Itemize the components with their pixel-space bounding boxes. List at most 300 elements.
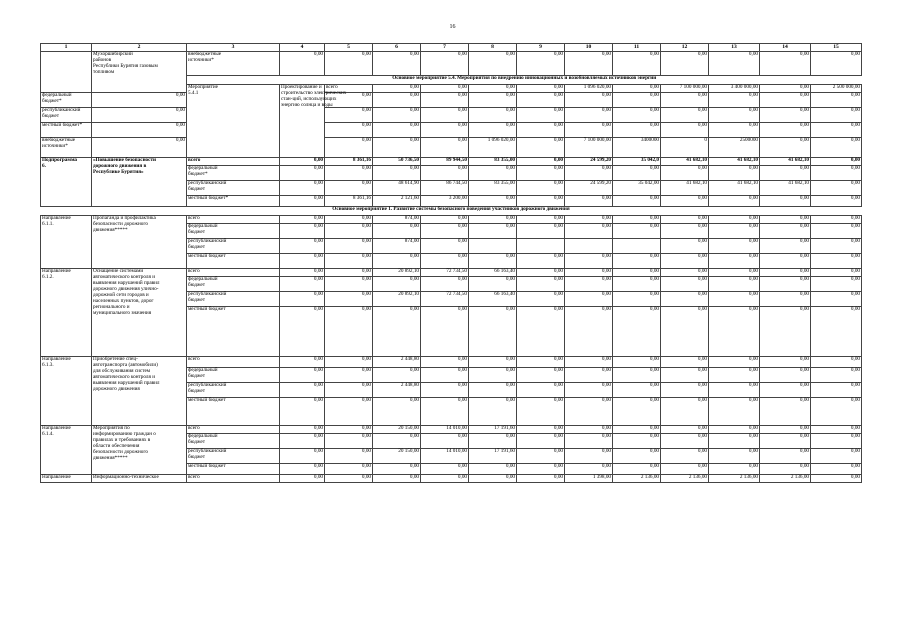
amount-cell: 0,00 — [517, 398, 565, 426]
amount-cell: 0,00 — [661, 224, 709, 239]
amount-cell: 0,00 — [280, 464, 325, 475]
column-number: 4 — [280, 44, 325, 52]
amount-cell: 874,00 — [373, 216, 421, 224]
amount-cell: 0,00 — [469, 93, 517, 108]
amount-cell: 0,00 — [811, 52, 862, 76]
amount-cell: 0,00 — [709, 239, 760, 254]
amount-cell: 0,00 — [373, 254, 421, 269]
amount-cell: 0,00 — [280, 269, 325, 277]
amount-cell: 0,00 — [613, 85, 661, 93]
amount-cell: 0,00 — [517, 52, 565, 76]
amount-cell: 0,00 — [325, 368, 373, 383]
amount-cell: 0,00 — [421, 475, 469, 483]
amount-cell: 0,00 — [325, 398, 373, 426]
amount-cell: 0,00 — [517, 158, 565, 166]
program-code: Направление — [41, 475, 92, 483]
amount-cell: 0,00 — [469, 85, 517, 93]
amount-cell — [565, 239, 613, 254]
amount-cell: 0,00 — [760, 239, 811, 254]
amount-cell: 0,00 — [760, 434, 811, 449]
amount-cell: 35 042,0 — [613, 158, 661, 166]
amount-cell: 0,00 — [565, 108, 613, 123]
amount-cell: 0,00 — [760, 166, 811, 181]
amount-cell: 0,00 — [709, 357, 760, 368]
measure-name: Мероприятия по информированию граждан о правилах и требованиях в области обеспечения безопасности дорожного движения***** — [92, 426, 187, 475]
amount-cell: 41 682,10 — [760, 158, 811, 166]
amount-cell: 0,00 — [565, 292, 613, 307]
section-heading: Основное мероприятие 5.4. Мероприятия по внедрению инновационных и возобновляемых источников энергии — [187, 76, 862, 85]
amount-cell: 0 — [661, 138, 709, 158]
amount-cell: 0,00 — [760, 108, 811, 123]
amount-cell: 2 448,80 — [373, 383, 421, 398]
funding-source: внебюджетные источники* — [41, 138, 92, 158]
amount-cell: 72 734,50 — [421, 269, 469, 277]
column-number: 13 — [709, 44, 760, 52]
measure-name: Приобретение спец- автотранспорта (автомобили) для обслуживания систем автоматического контроля и выявления нарушений правил дорожного движения — [92, 357, 187, 426]
amount-cell: 0,00 — [661, 383, 709, 398]
amount-cell: 0,00 — [469, 108, 517, 123]
amount-cell: 0,00 — [517, 166, 565, 181]
amount-cell: 0,00 — [517, 181, 565, 196]
amount-cell: 0,00 — [280, 166, 325, 181]
amount-cell: 0,00 — [760, 398, 811, 426]
amount-cell: 0,00 — [661, 357, 709, 368]
amount-cell: 0,00 — [811, 475, 862, 483]
amount-cell: 0,00 — [709, 398, 760, 426]
amount-cell — [613, 239, 661, 254]
amount-cell: 0,00 — [421, 383, 469, 398]
table-row — [41, 123, 862, 138]
amount-cell: 0,00 — [760, 383, 811, 398]
amount-cell: 48 614,90 — [373, 181, 421, 196]
program-code: Направление 6.1.2. — [41, 269, 92, 357]
amount-cell: 0,00 — [325, 239, 373, 254]
amount-cell: 0,00 — [760, 224, 811, 239]
amount-cell: 0,00 — [811, 434, 862, 449]
amount-cell: 0,00 — [760, 52, 811, 76]
amount-cell: 0,00 — [421, 398, 469, 426]
amount-cell: 0,00 — [280, 52, 325, 76]
amount-cell: 0,00 — [760, 357, 811, 368]
funding-source: федеральный бюджет — [187, 368, 280, 383]
amount-cell: 20 150,00 — [373, 449, 421, 464]
amount-cell: 0,00 — [92, 138, 187, 158]
amount-cell: 0,00 — [811, 216, 862, 224]
amount-cell: 0,00 — [760, 464, 811, 475]
amount-cell: 0,00 — [325, 269, 373, 277]
funding-source: федеральный бюджет — [187, 277, 280, 292]
amount-cell: 0,00 — [811, 357, 862, 368]
amount-cell: 1 398,00 — [565, 475, 613, 483]
amount-cell: 0,00 — [421, 464, 469, 475]
amount-cell: 0,00 — [811, 277, 862, 292]
amount-cell: 0,00 — [613, 224, 661, 239]
amount-cell: 0,00 — [325, 292, 373, 307]
amount-cell: 0,00 — [325, 108, 373, 123]
amount-cell: 1 096 020,00 — [469, 138, 517, 158]
funding-source: республиканский бюджет — [187, 292, 280, 307]
amount-cell: 0,00 — [325, 166, 373, 181]
amount-cell: 0,00 — [565, 224, 613, 239]
amount-cell: 0,00 — [325, 449, 373, 464]
amount-cell: 0,00 — [565, 383, 613, 398]
amount-cell: 0,00 — [421, 224, 469, 239]
column-number: 15 — [811, 44, 862, 52]
amount-cell: 14 010,00 — [421, 449, 469, 464]
amount-cell: 41 682,10 — [760, 181, 811, 196]
amount-cell: 0,00 — [325, 475, 373, 483]
funding-source: федеральный бюджет — [187, 434, 280, 449]
amount-cell: 0,00 — [760, 449, 811, 464]
amount-cell: 0,00 — [517, 108, 565, 123]
measure-name: Информационно-техническое — [92, 475, 187, 483]
amount-cell: 2 500 000,00 — [811, 85, 862, 93]
amount-cell: 0,00 — [613, 368, 661, 383]
funding-source: федеральный бюджет — [187, 224, 280, 239]
program-code: Направление 6.1.1. — [41, 216, 92, 269]
amount-cell: 0,00 — [709, 196, 760, 207]
amount-cell: 0,00 — [613, 464, 661, 475]
funding-source: местный бюджет* — [187, 196, 280, 207]
amount-cell: 83 355,00 — [469, 158, 517, 166]
amount-cell: 0,00 — [280, 216, 325, 224]
amount-cell: 7 100 000,00 — [661, 85, 709, 93]
amount-cell: 0,00 — [613, 426, 661, 434]
amount-cell: 0,00 — [709, 224, 760, 239]
funding-source: внебюджетные источники* — [187, 52, 280, 76]
amount-cell: 83 355,00 — [469, 181, 517, 196]
amount-cell: 0,00 — [517, 269, 565, 277]
amount-cell: 0,00 — [760, 93, 811, 108]
amount-cell: 3 200,00 — [421, 196, 469, 207]
amount-cell: 0,00 — [280, 277, 325, 292]
amount-cell: 0,00 — [517, 224, 565, 239]
amount-cell: 0,00 — [517, 426, 565, 434]
amount-cell: 0,00 — [760, 292, 811, 307]
amount-cell: 0,00 — [280, 357, 325, 368]
amount-cell: 0,00 — [661, 398, 709, 426]
amount-cell — [517, 239, 565, 254]
column-number: 6 — [373, 44, 421, 52]
amount-cell: 66 163,40 — [469, 269, 517, 277]
amount-cell: 41 682,10 — [661, 181, 709, 196]
amount-cell: 0,00 — [565, 216, 613, 224]
amount-cell: 0,00 — [421, 239, 469, 254]
amount-cell: 0,00 — [661, 196, 709, 207]
amount-cell: 0,00 — [92, 123, 187, 138]
section-heading-row — [41, 207, 862, 216]
amount-cell: 0,00 — [373, 307, 421, 357]
column-number: 5 — [325, 44, 373, 52]
amount-cell: 0,00 — [280, 434, 325, 449]
budget-table — [40, 43, 862, 483]
amount-cell: 0,00 — [811, 166, 862, 181]
amount-cell: 0,00 — [325, 138, 373, 158]
program-code — [41, 52, 92, 93]
measure-name: Оснащение системами автоматического контроля и выявления нарушений правил дорожного движения улично- дорожной сети городов и населенных пунктов, дорог регионального и муниципального значения — [92, 269, 187, 357]
amount-cell: 0,00 — [811, 449, 862, 464]
amount-cell: 0,00 — [811, 368, 862, 383]
amount-cell: 0,00 — [613, 449, 661, 464]
amount-cell: 0,00 — [811, 196, 862, 207]
amount-cell: 0,00 — [421, 52, 469, 76]
amount-cell: 0,00 — [469, 434, 517, 449]
amount-cell: 0,00 — [280, 239, 325, 254]
amount-cell: 0,00 — [661, 292, 709, 307]
amount-cell: 0,00 — [325, 254, 373, 269]
amount-cell: 0,00 — [709, 123, 760, 138]
amount-cell: 0,00 — [373, 224, 421, 239]
amount-cell: 0,00 — [760, 368, 811, 383]
amount-cell: 0,00 — [613, 108, 661, 123]
amount-cell: 0,00 — [325, 307, 373, 357]
amount-cell: 0,00 — [469, 383, 517, 398]
amount-cell: 0,00 — [661, 426, 709, 434]
amount-cell: 89 944,50 — [421, 158, 469, 166]
amount-cell: 0,00 — [517, 383, 565, 398]
amount-cell: 0,00 — [421, 357, 469, 368]
funding-source: всего — [187, 475, 280, 483]
funding-source: местный бюджет — [187, 464, 280, 475]
funding-source: местный бюджет* — [41, 123, 92, 138]
amount-cell: 0,00 — [517, 434, 565, 449]
amount-cell: 0,00 — [517, 254, 565, 269]
amount-cell: 2 136,00 — [709, 475, 760, 483]
amount-cell: 17 191,60 — [469, 426, 517, 434]
program-code: Подпрограмма 6. — [41, 158, 92, 207]
amount-cell: 0,00 — [565, 277, 613, 292]
table-row — [41, 138, 862, 158]
amount-cell: 0,00 — [517, 277, 565, 292]
amount-cell: 0,00 — [280, 449, 325, 464]
funding-source: республиканский бюджет — [187, 239, 280, 254]
amount-cell: 24 599,20 — [565, 158, 613, 166]
amount-cell: 0,00 — [325, 216, 373, 224]
amount-cell: 2 136,00 — [661, 475, 709, 483]
amount-cell: 0,00 — [373, 464, 421, 475]
amount-cell: 0,00 — [760, 123, 811, 138]
amount-cell: 0,00 — [565, 434, 613, 449]
amount-cell: 2 448,80 — [373, 357, 421, 368]
amount-cell: 0,00 — [811, 269, 862, 277]
amount-cell: 0,00 — [709, 52, 760, 76]
funding-source: всего — [187, 426, 280, 434]
amount-cell: 0,00 — [373, 475, 421, 483]
amount-cell: 0,00 — [613, 277, 661, 292]
amount-cell: 0,00 — [661, 254, 709, 269]
amount-cell: 0,00 — [373, 368, 421, 383]
amount-cell: 0,00 — [517, 368, 565, 383]
amount-cell: 0,00 — [811, 254, 862, 269]
amount-cell: 20 150,00 — [373, 426, 421, 434]
amount-cell: 0,00 — [565, 52, 613, 76]
amount-cell: 0,00 — [811, 158, 862, 166]
amount-cell: 0,00 — [565, 307, 613, 357]
funding-source: местный бюджет — [187, 254, 280, 269]
amount-cell: 0,00 — [325, 434, 373, 449]
amount-cell: 0,00 — [709, 368, 760, 383]
amount-cell: 0,00 — [760, 196, 811, 207]
amount-cell: 0,00 — [760, 254, 811, 269]
amount-cell: 0,00 — [373, 166, 421, 181]
amount-cell: 0,00 — [760, 277, 811, 292]
amount-cell: 0,00 — [709, 108, 760, 123]
amount-cell: 0,00 — [280, 254, 325, 269]
amount-cell: 0,00 — [709, 216, 760, 224]
amount-cell: 0,00 — [811, 398, 862, 426]
amount-cell: 0,00 — [469, 464, 517, 475]
amount-cell: 0,00 — [280, 426, 325, 434]
program-code: Направление 6.1.4. — [41, 426, 92, 475]
amount-cell: 0,00 — [613, 357, 661, 368]
column-number: 11 — [613, 44, 661, 52]
amount-cell: 0,00 — [811, 138, 862, 158]
amount-cell: 0,00 — [811, 464, 862, 475]
measure-name: «Повышение безопасности дорожного движения в Республике Бурятия» — [92, 158, 187, 207]
amount-cell: 0,00 — [517, 449, 565, 464]
amount-cell: 41 682,10 — [661, 158, 709, 166]
amount-cell: 0,00 — [760, 216, 811, 224]
column-number: 8 — [469, 44, 517, 52]
amount-cell: 0,00 — [811, 383, 862, 398]
amount-cell: 66 163,40 — [469, 292, 517, 307]
funding-source: всего — [187, 216, 280, 224]
amount-cell: 0,00 — [325, 52, 373, 76]
amount-cell: 0,00 — [709, 449, 760, 464]
amount-cell: 0,00 — [325, 93, 373, 108]
amount-cell: 0,00 — [661, 123, 709, 138]
amount-cell: 0,00 — [469, 224, 517, 239]
page-number: 16 — [449, 24, 456, 30]
amount-cell: 0,00 — [661, 216, 709, 224]
amount-cell: 0,00 — [421, 216, 469, 224]
amount-cell: 0,00 — [709, 292, 760, 307]
amount-cell: 0,00 — [613, 269, 661, 277]
amount-cell: 0,00 — [280, 181, 325, 196]
funding-source: местный бюджет — [187, 307, 280, 357]
amount-cell: 1 096 020,00 — [565, 85, 613, 93]
table-row — [41, 426, 862, 434]
amount-cell: 0,00 — [760, 138, 811, 158]
amount-cell: 0,00 — [373, 108, 421, 123]
measure-name: Мухоршибирский районов Республики Бурятия газовым топливом — [92, 52, 187, 93]
funding-source: республиканский бюджет — [41, 108, 92, 123]
amount-cell: 0,00 — [325, 123, 373, 138]
program-code: Мероприятие 5.4.1 — [187, 85, 280, 158]
amount-cell: 0,00 — [661, 239, 709, 254]
amount-cell: 0,00 — [709, 254, 760, 269]
amount-cell: 0,00 — [280, 368, 325, 383]
amount-cell: 0,00 — [421, 166, 469, 181]
amount-cell: 0,00 — [469, 166, 517, 181]
amount-cell: 0,00 — [421, 254, 469, 269]
amount-cell: 0,00 — [613, 398, 661, 426]
amount-cell: 0,00 — [565, 166, 613, 181]
amount-cell: 0,00 — [613, 434, 661, 449]
amount-cell: 0,00 — [280, 307, 325, 357]
amount-cell: 41 682,10 — [709, 158, 760, 166]
amount-cell: 0,00 — [661, 277, 709, 292]
funding-source: всего — [187, 158, 280, 166]
amount-cell: 0,00 — [92, 93, 187, 108]
amount-cell: 0,00 — [661, 93, 709, 108]
amount-cell: 0,00 — [613, 254, 661, 269]
amount-cell: 0,00 — [421, 108, 469, 123]
table-row — [41, 475, 862, 483]
amount-cell: 0,00 — [613, 196, 661, 207]
amount-cell: 0,00 — [661, 434, 709, 449]
table-row — [41, 52, 862, 76]
funding-source: всего — [325, 85, 373, 93]
amount-cell: 8 361,16 — [325, 196, 373, 207]
amount-cell: 0,00 — [421, 93, 469, 108]
amount-cell: 0,00 — [325, 357, 373, 368]
amount-cell: 0,00 — [760, 85, 811, 93]
measure-name: Проектирование и строительство электрических стан-ций, использующих энергию солнца и воды — [280, 85, 325, 158]
column-number: 3 — [187, 44, 280, 52]
funding-source: республиканский бюджет — [187, 449, 280, 464]
amount-cell: 0,00 — [613, 383, 661, 398]
column-number: 12 — [661, 44, 709, 52]
amount-cell: 0,00 — [469, 52, 517, 76]
table-row — [41, 93, 862, 108]
amount-cell: 0,00 — [709, 166, 760, 181]
amount-cell — [469, 239, 517, 254]
amount-cell: 0,00 — [613, 93, 661, 108]
amount-cell: 0,00 — [373, 277, 421, 292]
amount-cell: 0,00 — [661, 307, 709, 357]
amount-cell: 0,00 — [373, 434, 421, 449]
table-row — [41, 216, 862, 224]
amount-cell: 0,00 — [517, 123, 565, 138]
amount-cell: 0,00 — [517, 357, 565, 368]
measure-name: Пропаганда и профилактика безопасности дорожного движения***** — [92, 216, 187, 269]
amount-cell: 0,00 — [469, 475, 517, 483]
amount-cell: 0,00 — [280, 475, 325, 483]
amount-cell: 0,00 — [517, 93, 565, 108]
column-number: 7 — [421, 44, 469, 52]
amount-cell: 3 400 000,00 — [709, 85, 760, 93]
amount-cell: 0,00 — [811, 224, 862, 239]
amount-cell: 0,00 — [709, 93, 760, 108]
program-code: Направление 6.1.3. — [41, 357, 92, 426]
amount-cell: 0,00 — [811, 307, 862, 357]
funding-source: федеральный бюджет* — [187, 166, 280, 181]
amount-cell: 0,00 — [709, 426, 760, 434]
amount-cell: 0,00 — [517, 138, 565, 158]
column-number: 10 — [565, 44, 613, 52]
amount-cell: 0,00 — [565, 464, 613, 475]
amount-cell: 0,00 — [421, 85, 469, 93]
amount-cell: 2 136,00 — [760, 475, 811, 483]
amount-cell: 0,00 — [709, 434, 760, 449]
amount-cell: 0,00 — [373, 138, 421, 158]
amount-cell: 0,00 — [421, 368, 469, 383]
amount-cell: 0,00 — [280, 383, 325, 398]
amount-cell: 0,00 — [517, 196, 565, 207]
table-row — [41, 108, 862, 123]
amount-cell: 0,00 — [565, 398, 613, 426]
amount-cell: 0,00 — [421, 434, 469, 449]
funding-source: федеральный бюджет* — [41, 93, 92, 108]
amount-cell: 0,00 — [613, 123, 661, 138]
amount-cell: 0,00 — [661, 166, 709, 181]
amount-cell: 0,00 — [280, 292, 325, 307]
amount-cell: 0,00 — [613, 292, 661, 307]
amount-cell: 2 136,00 — [613, 475, 661, 483]
amount-cell: 874,00 — [373, 239, 421, 254]
amount-cell: 24 599,20 — [565, 181, 613, 196]
